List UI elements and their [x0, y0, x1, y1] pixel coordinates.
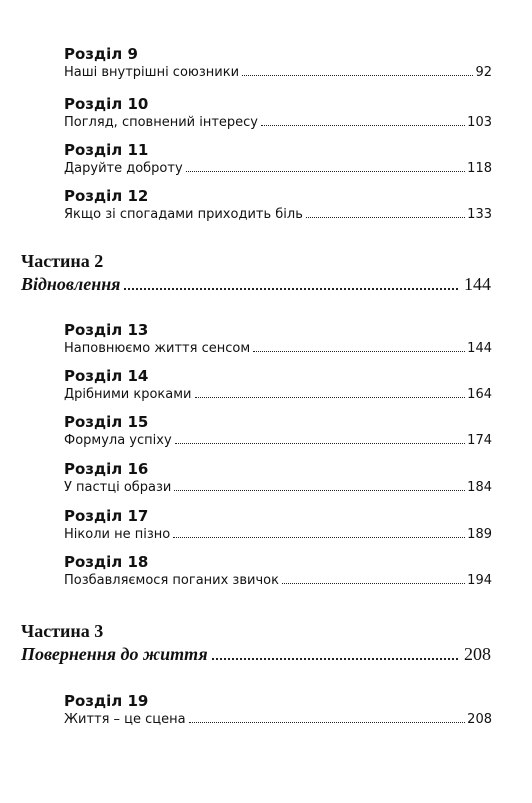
chapter-name: Якщо зі спогадами приходить біль: [64, 207, 303, 222]
toc-chapter-9: [64, 45, 492, 81]
chapter-name: Формула успіху: [64, 433, 172, 448]
page-number: 144: [467, 341, 492, 356]
dot-leader: [124, 288, 458, 290]
toc-entry[interactable]: [64, 64, 492, 81]
chapter-title: Розділ 15: [64, 413, 149, 431]
toc-chapter-11: [64, 141, 492, 177]
toc-chapter-12: [64, 187, 492, 223]
chapter-name: Життя – це сцена: [64, 712, 186, 727]
toc-chapter-13: [64, 321, 492, 357]
page-number: 174: [467, 433, 492, 448]
page-number: 208: [467, 712, 492, 727]
chapter-title: Розділ 16: [64, 460, 149, 478]
page-number: 118: [467, 161, 492, 176]
toc-chapter-15: [64, 413, 492, 449]
part-entry[interactable]: [21, 272, 491, 296]
page-number: 144: [464, 274, 491, 294]
dot-leader: [195, 397, 466, 398]
toc-entry[interactable]: [64, 479, 492, 496]
page-number: 189: [467, 527, 492, 542]
dot-leader: [282, 583, 465, 584]
page-number: 208: [464, 644, 491, 664]
toc-chapter-18: [64, 553, 492, 589]
dot-leader: [242, 75, 473, 76]
page-number: 92: [475, 65, 492, 80]
chapter-title: Розділ 17: [64, 507, 149, 525]
toc-entry[interactable]: [64, 340, 492, 357]
toc-chapter-10: [64, 95, 492, 131]
part-entry[interactable]: [21, 642, 491, 666]
page-number: 164: [467, 387, 492, 402]
page-number: 133: [467, 207, 492, 222]
dot-leader: [189, 722, 466, 723]
chapter-title: Розділ 12: [64, 187, 149, 205]
toc-entry[interactable]: [64, 572, 492, 589]
page-number: 184: [467, 480, 492, 495]
chapter-title: Розділ 18: [64, 553, 149, 571]
toc-chapter-19: [64, 692, 492, 728]
part-label: Частина 3: [21, 621, 104, 641]
chapter-title: Розділ 9: [64, 45, 138, 63]
dot-leader: [306, 217, 465, 218]
toc-chapter-16: [64, 460, 492, 496]
chapter-title: Розділ 11: [64, 141, 149, 159]
toc-entry[interactable]: [64, 206, 492, 223]
toc-entry[interactable]: [64, 526, 492, 543]
chapter-title: Розділ 10: [64, 95, 149, 113]
part-name: Повернення до життя: [21, 644, 208, 664]
chapter-title: Розділ 14: [64, 367, 149, 385]
toc-chapter-14: [64, 367, 492, 403]
chapter-name: Погляд, сповнений інтересу: [64, 115, 259, 130]
dot-leader: [212, 658, 458, 660]
chapter-title: Розділ 13: [64, 321, 149, 339]
toc-entry[interactable]: [64, 386, 492, 403]
part-label: Частина 2: [21, 251, 104, 271]
toc-part-3: [21, 620, 491, 666]
toc-entry[interactable]: [64, 160, 492, 177]
chapter-name: Наповнюємо життя сенсом: [64, 341, 251, 356]
dot-leader: [174, 490, 465, 491]
page-number: 103: [467, 115, 492, 130]
toc-part-2: [21, 250, 491, 296]
chapter-name: Ніколи не пізно: [64, 527, 171, 542]
toc-entry[interactable]: [64, 114, 492, 131]
chapter-title: Розділ 19: [64, 692, 149, 710]
part-name: Відновлення: [21, 274, 121, 294]
dot-leader: [186, 171, 466, 172]
dot-leader: [175, 443, 466, 444]
toc-entry[interactable]: [64, 711, 492, 728]
page-number: 194: [467, 573, 492, 588]
chapter-name: Даруйте доброту: [64, 161, 183, 176]
dot-leader: [173, 537, 465, 538]
dot-leader: [253, 351, 465, 352]
chapter-name: Наші внутрішні союзники: [64, 65, 240, 80]
dot-leader: [261, 125, 465, 126]
chapter-name: Позбавляємося поганих звичок: [64, 573, 279, 588]
chapter-name: Дрібними кроками: [64, 387, 192, 402]
chapter-name: У пастці образи: [64, 480, 172, 495]
toc-chapter-17: [64, 507, 492, 543]
toc-entry[interactable]: [64, 432, 492, 449]
